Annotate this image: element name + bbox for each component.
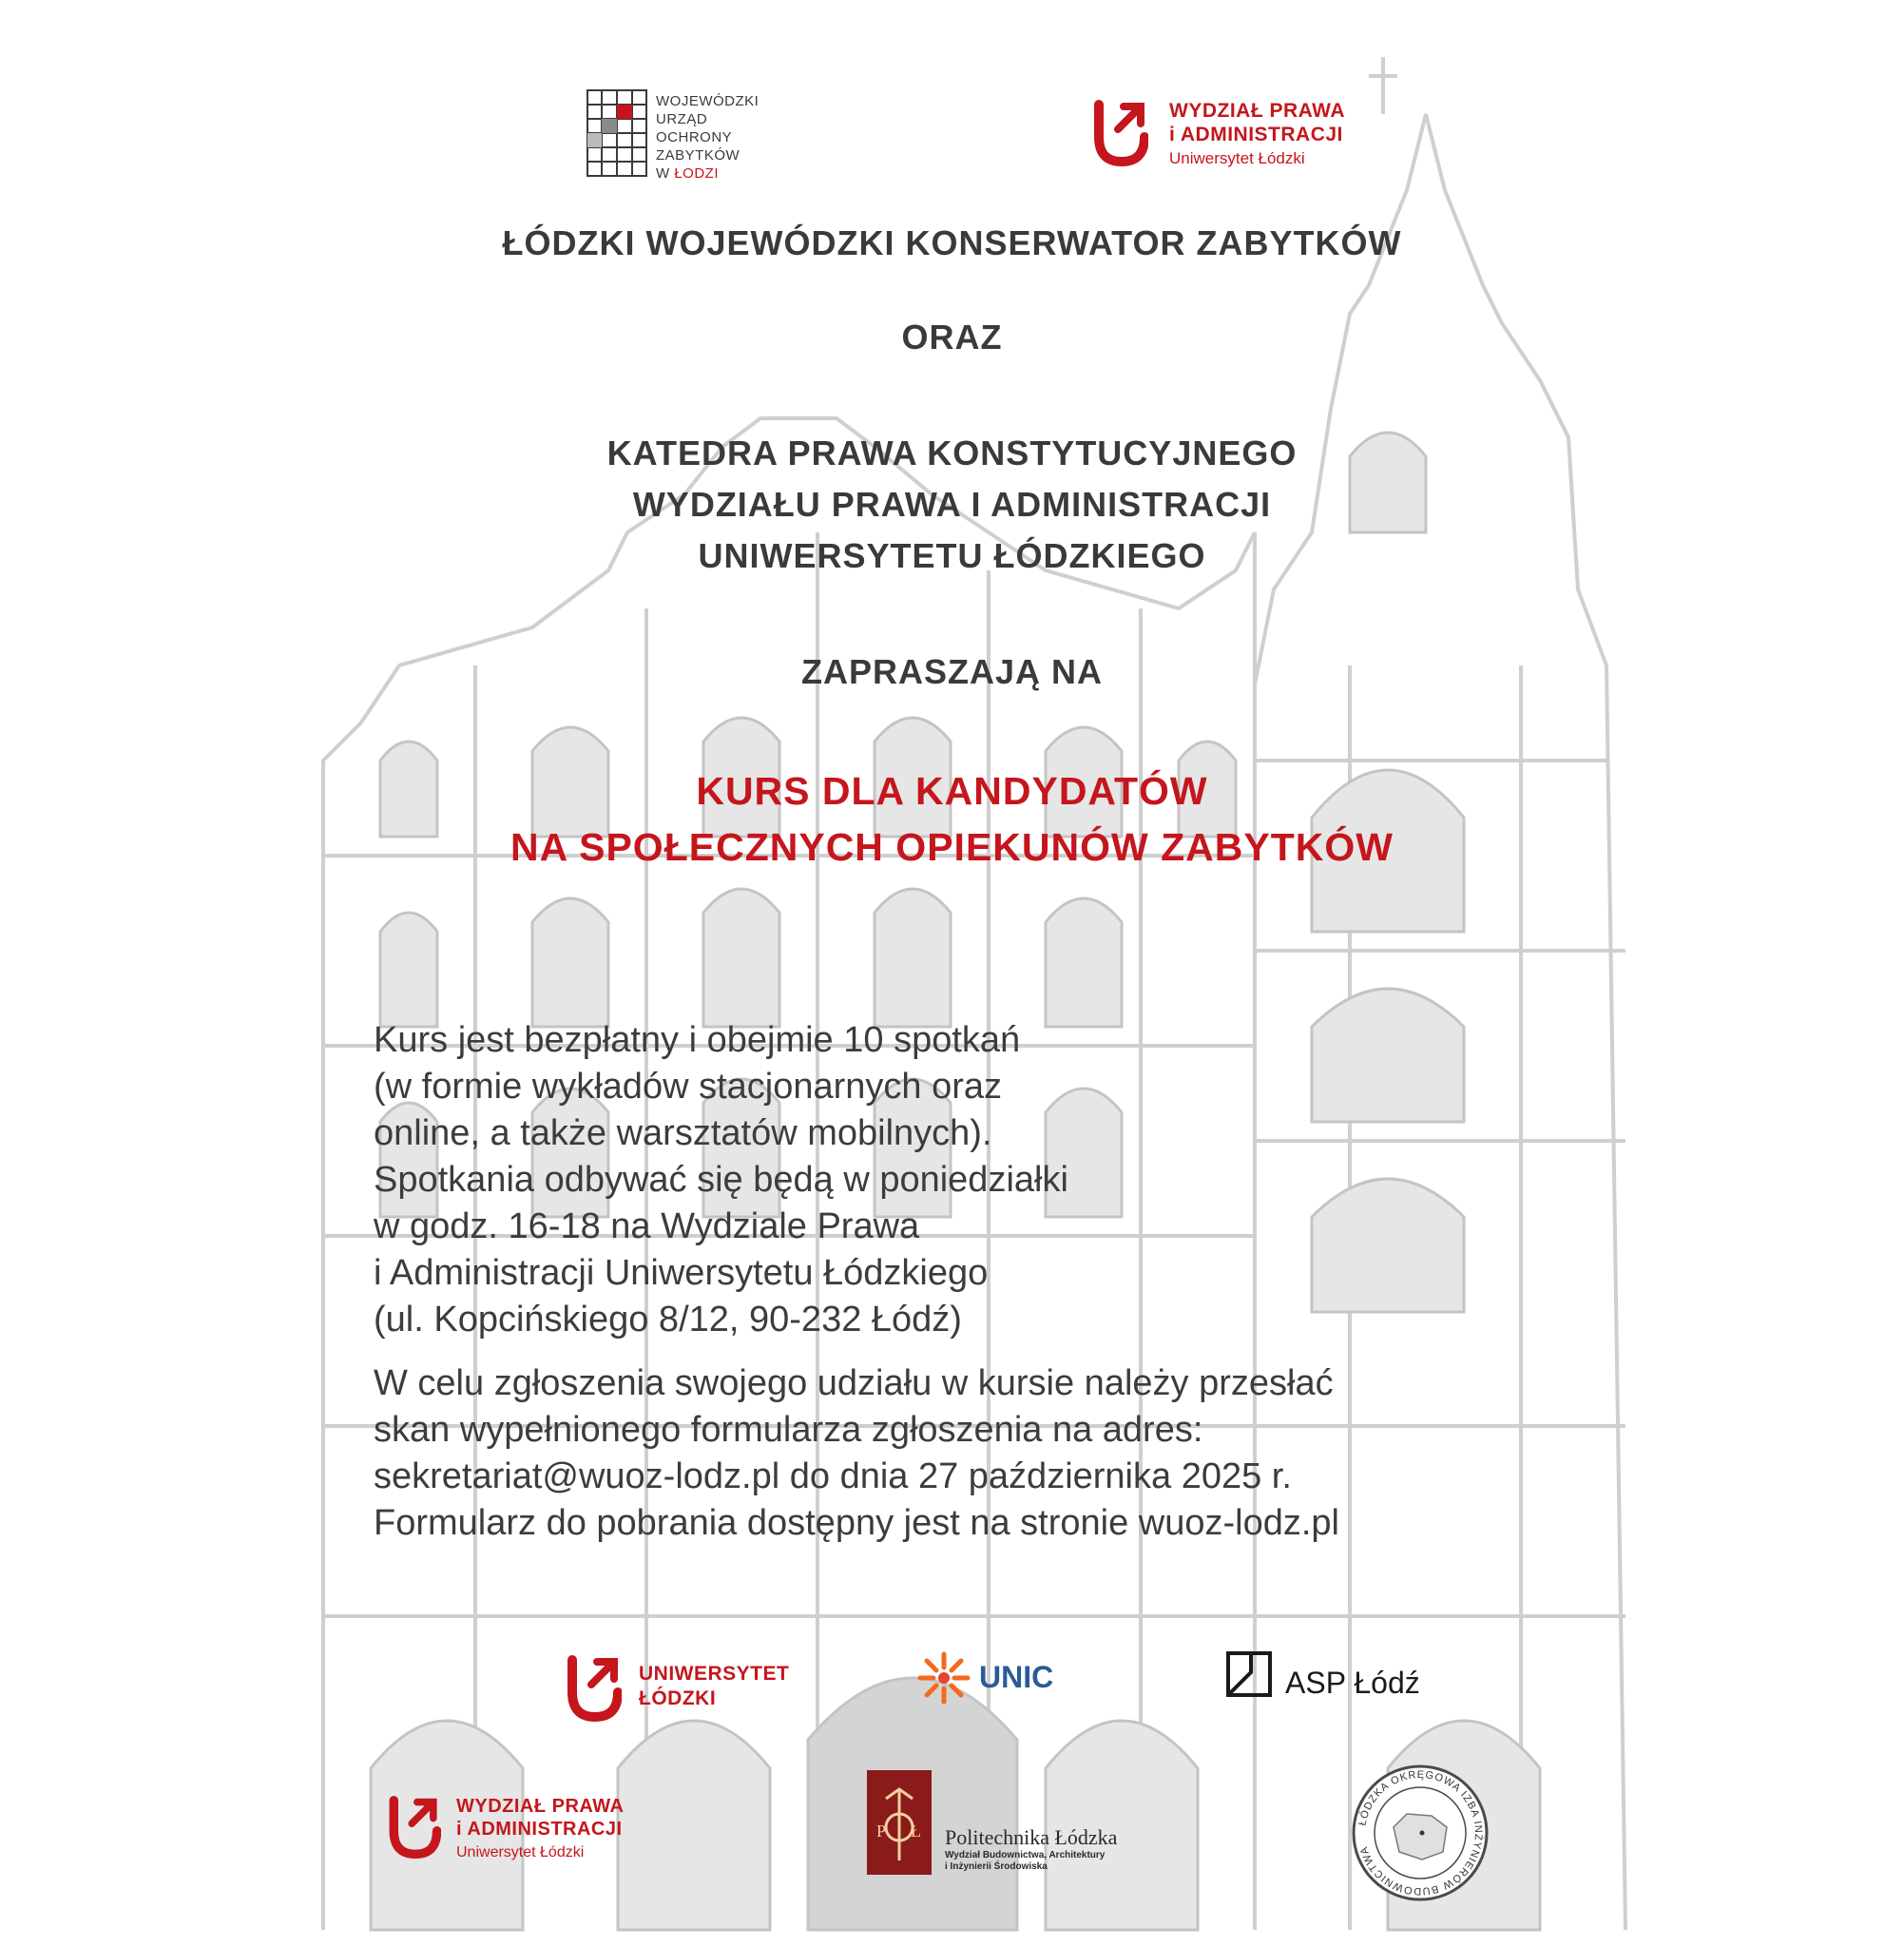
asp-text: ASP Łódź <box>1285 1666 1420 1700</box>
pl-title: Politechnika Łódzka <box>945 1825 1118 1849</box>
wpia-top-title-2: i ADMINISTRACJI <box>1169 124 1343 145</box>
course-title-line: KURS DLA KANDYDATÓW <box>696 769 1208 813</box>
registration-info <box>374 1360 1339 1547</box>
conjunction-heading <box>0 312 1904 363</box>
registration-line: W celu zgłoszenia swojego udziału w kursie należy przesłać <box>374 1363 1334 1403</box>
invite-heading <box>0 646 1904 698</box>
registration-line: sekretariat@wuoz-lodz.pl do dnia 27 października 2025 r. <box>374 1456 1292 1496</box>
pl-sub-1: Wydział Budownictwa, Architektury <box>945 1850 1106 1860</box>
wuoz-line: ZABYTKÓW <box>656 147 740 164</box>
pl-emblem-icon <box>867 1770 932 1875</box>
wpia-top-title-1: WYDZIAŁ PRAWA <box>1169 100 1345 122</box>
wuoz-prefix: W <box>656 165 675 182</box>
description-line: Kurs jest bezpłatny i obejmie 10 spotkań <box>374 1020 1021 1060</box>
loiib-seal-text: ŁÓDZKA OKRĘGOWA IZBA INŻYNIERÓW BUDOWNICTWA <box>1356 1768 1485 1898</box>
invite-text: ZAPRASZAJĄ NA <box>800 652 1103 691</box>
course-description <box>374 1017 1068 1343</box>
organizer-2-line: KATEDRA PRAWA KONSTYTUCYJNEGO <box>606 434 1298 472</box>
description-line: i Administracji Uniwersytetu Łódzkiego <box>374 1253 989 1293</box>
ul-logo-text <box>639 1662 789 1711</box>
course-title-line: NA SPOŁECZNYCH OPIEKUNÓW ZABYTKÓW <box>510 825 1394 869</box>
ul-arrow-icon <box>567 1654 622 1723</box>
conjunction-text: ORAZ <box>901 318 1003 357</box>
organizer-1-heading <box>0 218 1904 269</box>
svg-text:Ł: Ł <box>911 1822 921 1841</box>
wpia-bottom-sub: Uniwersytet Łódzki <box>456 1844 585 1860</box>
wuoz-line: OCHRONY <box>656 129 733 145</box>
unic-star-icon <box>916 1650 971 1706</box>
organizer-1-text: ŁÓDZKI WOJEWÓDZKI KONSERWATOR ZABYTKÓW <box>502 223 1402 262</box>
wuoz-line-last <box>656 164 759 183</box>
wuoz-logo-text <box>656 92 759 183</box>
loiib-seal-icon <box>1348 1761 1492 1905</box>
registration-line: Formularz do pobrania dostępny jest na stronie wuoz-lodz.pl <box>374 1503 1339 1543</box>
organizer-2-heading <box>0 428 1904 582</box>
pl-logo-text <box>945 1825 1117 1873</box>
wpia-bottom-title-1: WYDZIAŁ PRAWA <box>456 1796 625 1817</box>
asp-square-icon <box>1226 1651 1272 1697</box>
ul-arrow-icon <box>388 1795 441 1860</box>
registration-line: skan wypełnionego formularza zgłoszenia na adres: <box>374 1410 1203 1450</box>
ul-line-1: UNIWERSYTET <box>639 1663 790 1685</box>
organizer-2-line: UNIWERSYTETU ŁÓDZKIEGO <box>698 536 1206 575</box>
unic-text: UNIC <box>979 1660 1054 1694</box>
description-line: Spotkania odbywać się będą w poniedziałki <box>374 1160 1068 1200</box>
description-line: (ul. Kopcińskiego 8/12, 90-232 Łódź) <box>374 1300 962 1340</box>
wuoz-line: URZĄD <box>656 111 708 127</box>
window-grid-icon <box>587 89 647 177</box>
pl-sub-2: i Inżynierii Środowiska <box>945 1861 1048 1872</box>
wpia-top-logo-text <box>1169 99 1345 171</box>
description-line: (w formie wykładów stacjonarnych oraz <box>374 1067 1003 1107</box>
wuoz-line: WOJEWÓDZKI <box>656 93 760 109</box>
description-line: online, a także warsztatów mobilnych). <box>374 1113 992 1153</box>
svg-text:P: P <box>876 1822 887 1841</box>
description-line: w godz. 16-18 na Wydziale Prawa <box>374 1206 920 1246</box>
ul-line-2: ŁÓDZKI <box>639 1687 717 1709</box>
wpia-bottom-title-2: i ADMINISTRACJI <box>456 1819 623 1840</box>
course-title <box>0 763 1904 876</box>
wuoz-highlight: ŁODZI <box>674 165 720 182</box>
organizer-2-line: WYDZIAŁU PRAWA I ADMINISTRACJI <box>632 485 1272 524</box>
ul-arrow-icon <box>1093 99 1148 167</box>
wpia-top-sub: Uniwersytet Łódzki <box>1169 149 1305 167</box>
wpia-bottom-logo-text <box>456 1795 625 1865</box>
